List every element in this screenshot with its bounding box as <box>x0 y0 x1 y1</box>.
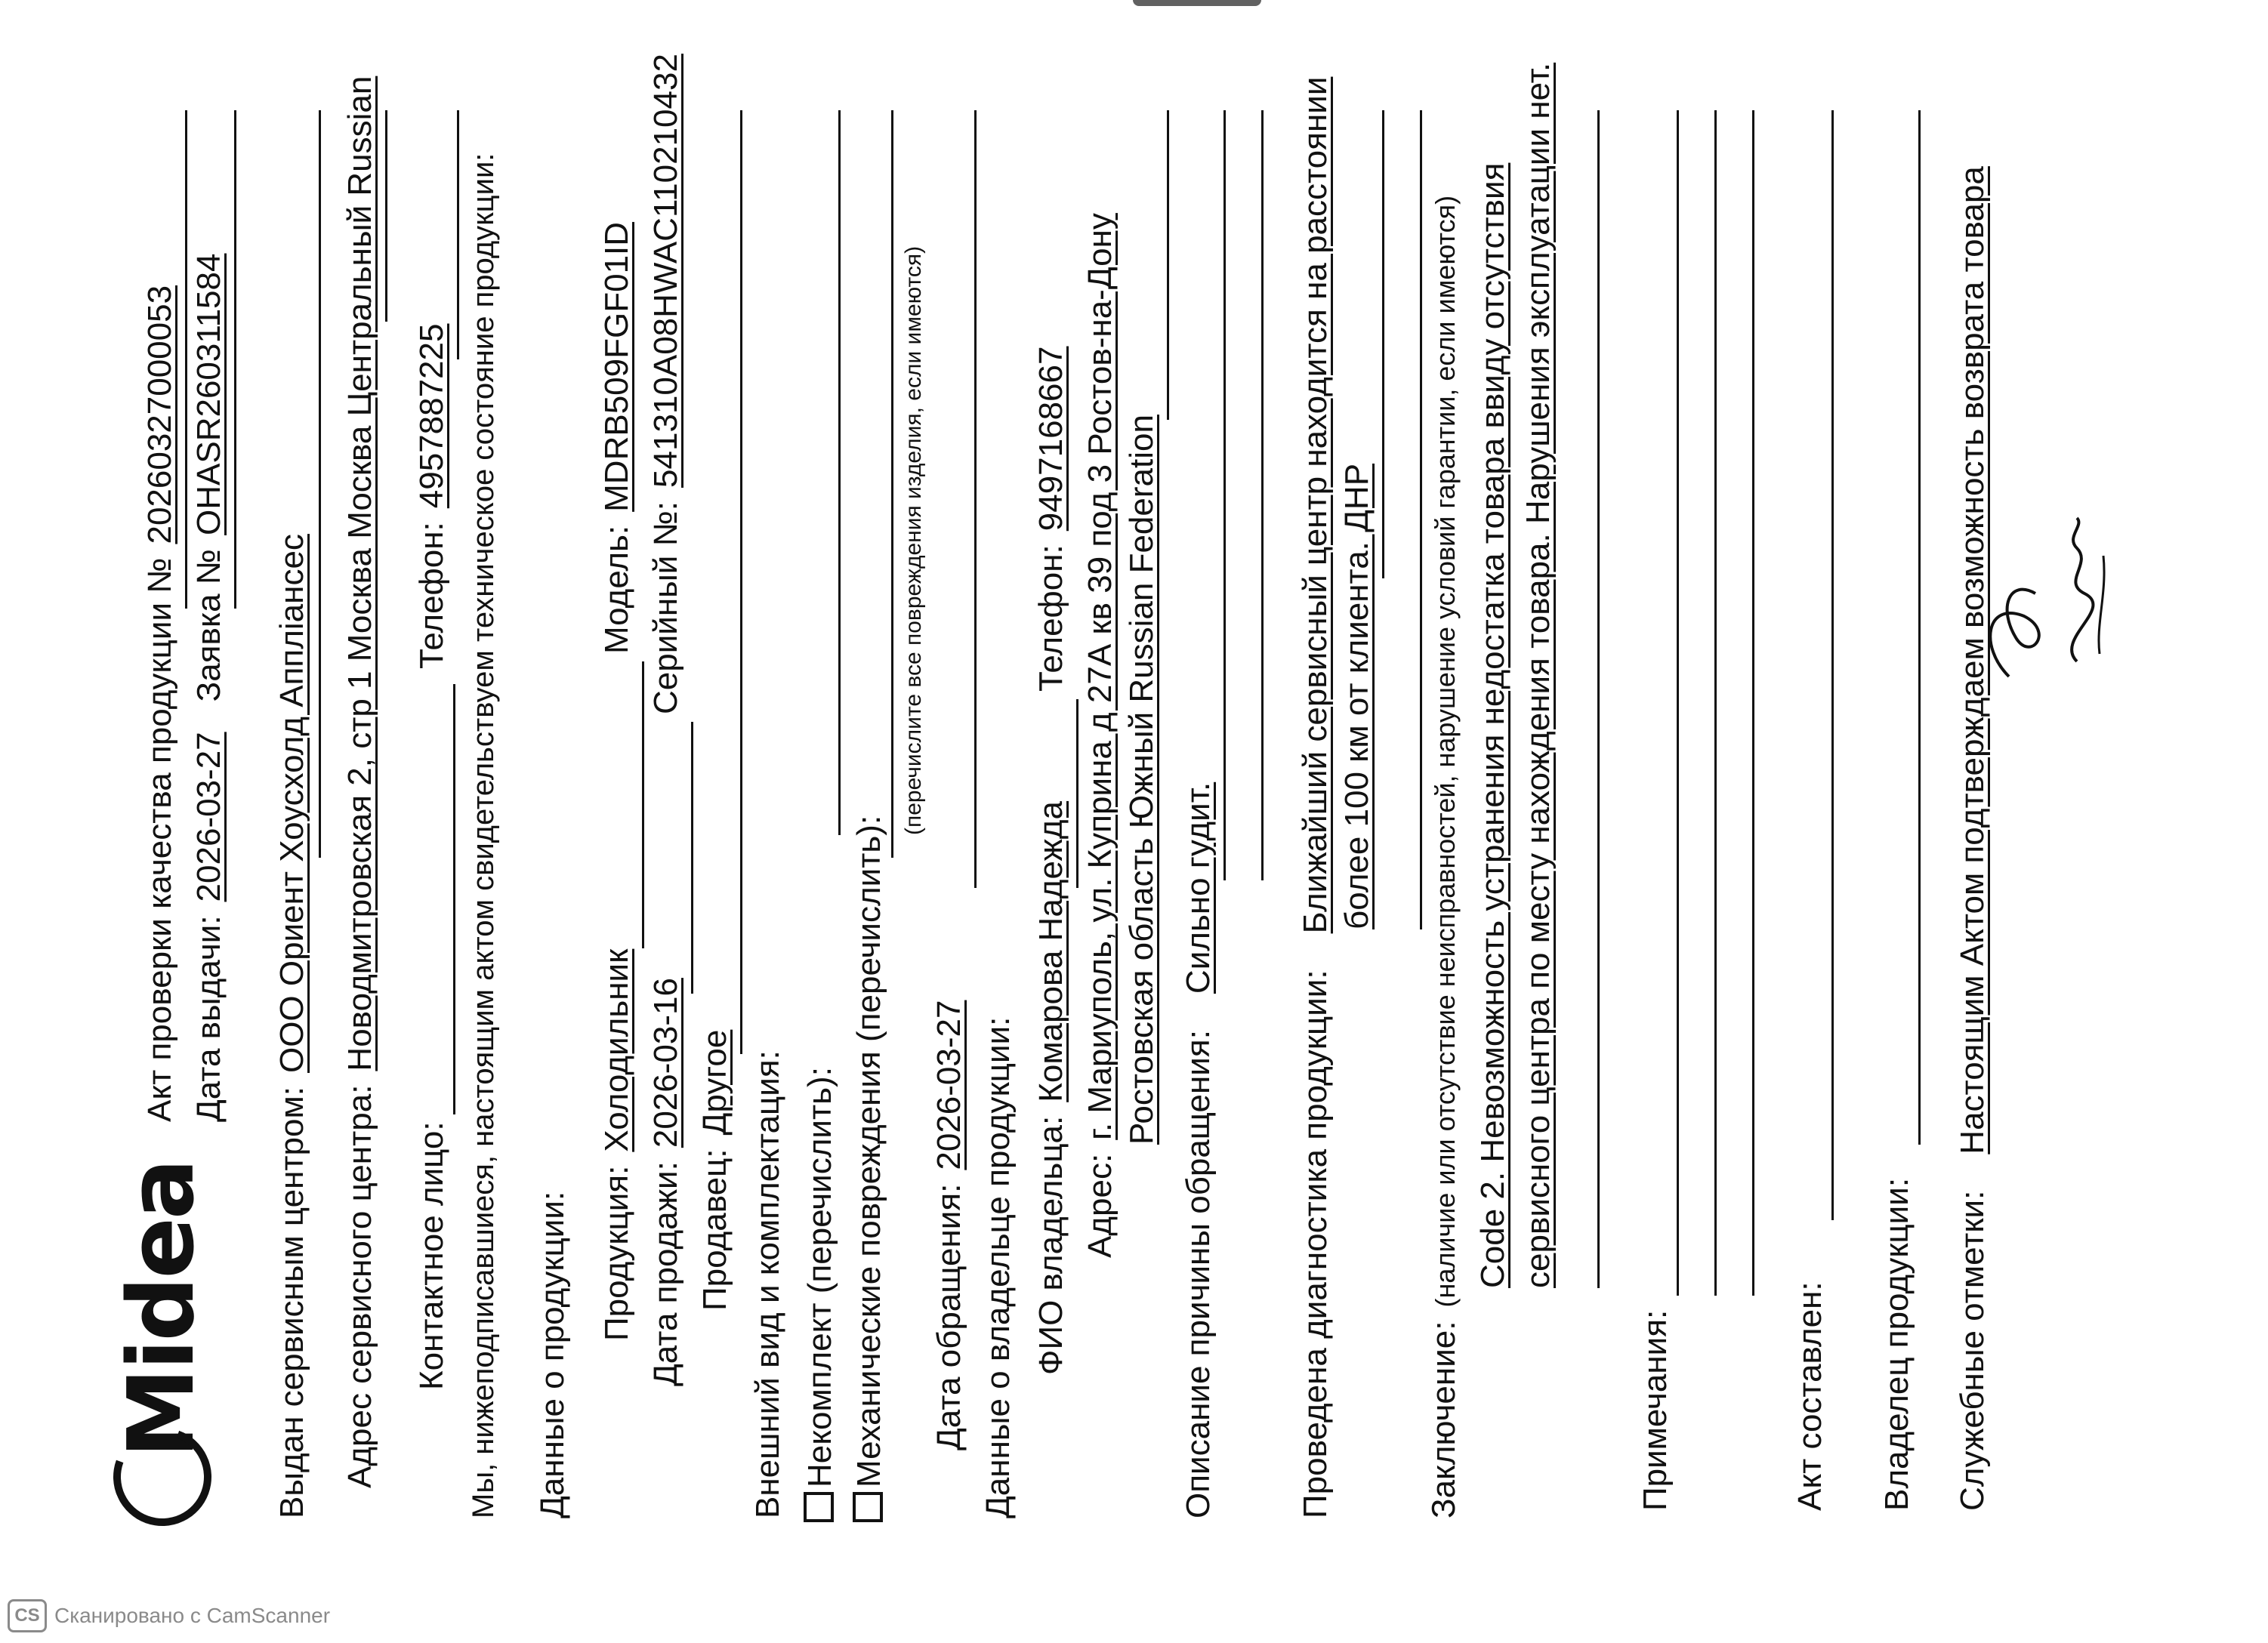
notes-label: Примечания: <box>1637 1309 1674 1511</box>
damage-checkbox[interactable] <box>853 1492 883 1522</box>
owner-name-label: ФИО владельца: <box>1032 1115 1069 1375</box>
sale-date-row <box>647 978 684 1386</box>
request-date-row <box>930 1000 967 1450</box>
damage-hint: (перечислите все повреждения изделия, если имеются) <box>901 245 926 835</box>
product-row <box>600 949 634 1341</box>
owner-phone-row <box>1032 346 1069 692</box>
owner-phone: 9497168667 <box>1032 346 1069 532</box>
complaint-row <box>1182 782 1215 1518</box>
act-title-row <box>143 285 177 1122</box>
complaint-text: Сильно гудит. <box>1180 781 1217 994</box>
seller-line <box>740 110 742 1054</box>
statement-text: Мы, нижеподписавшиеся, настоящим актом свидетельствуем техническое состояние продукции: <box>467 153 500 1518</box>
owner-address-line1: г. Мариуполь, ул. Куприна д 27А кв 39 под 3 Ростов-на-Дону <box>1082 213 1119 1140</box>
damage-row <box>850 815 886 1522</box>
act-title: Акт проверки качества продукции № <box>141 557 178 1122</box>
owner-name: Комарова Надежда <box>1032 800 1069 1102</box>
service-phone-row <box>415 324 449 669</box>
issued-by-line <box>319 110 321 858</box>
model-row <box>600 222 634 654</box>
diagnostics-row <box>1299 77 1332 1518</box>
diagnostics-line1: Ближайший сервисный центр находится на расстоянии <box>1297 76 1334 934</box>
product-section-row <box>536 1191 569 1518</box>
conclusion-label: Заключение: <box>1425 1321 1462 1518</box>
service-address: Новодмитровская 2, стр 1 Москва Москва Центральный Russian <box>341 76 378 1071</box>
seller-row <box>696 1029 733 1311</box>
seller-value: Другое <box>696 1029 733 1136</box>
owner-address-line2: Ростовская область Южный Russian Federation <box>1123 415 1160 1145</box>
midea-logo <box>110 1161 214 1526</box>
seller-label: Продавец: <box>696 1148 733 1311</box>
serial-value: 541310A08HWAC110210432 <box>647 54 684 488</box>
owner-section-row <box>982 1017 1015 1518</box>
owner-address-row2 <box>1125 415 1159 1145</box>
appearance-row <box>751 1050 785 1518</box>
service-phone: 4957887225 <box>413 323 450 509</box>
conclusion-row3 <box>1522 63 1555 1288</box>
notes-row <box>1639 1310 1672 1511</box>
serial-row <box>647 54 684 714</box>
damage-hint-row <box>903 246 925 835</box>
owner-address-row <box>1084 213 1117 1258</box>
damage-label: Механические повреждения (перечислить): <box>850 815 887 1487</box>
notes-line-3 <box>1752 110 1754 1296</box>
serial-label: Серийный №: <box>647 501 684 714</box>
product-line <box>642 661 644 948</box>
handwritten-signature <box>1964 510 2137 707</box>
owner-sign-row <box>1878 1177 1915 1511</box>
conclusion-line2: сервисного центра по месту нахождения товара. Нарушения эксплуатации нет. <box>1520 62 1557 1288</box>
diagnostics-label: Проведена диагностика продукции: <box>1297 969 1334 1518</box>
compiled-by-row <box>1791 1281 1828 1511</box>
diagnostics-extra-line <box>1420 110 1422 929</box>
incomplete-row <box>801 1067 837 1522</box>
issue-date-label: Дата выдачи: <box>190 915 227 1122</box>
damage-line <box>891 110 893 858</box>
conclusion-line1: Code 2. Невозможность устранения недостатка товара ввиду отсутствия <box>1474 162 1511 1288</box>
sale-date-line <box>691 722 693 994</box>
diagnostics-line <box>1382 110 1384 578</box>
service-marks-label: Служебные отметки: <box>1954 1190 1991 1511</box>
issued-by-label: Выдан сервисным центром: <box>273 1087 310 1518</box>
owner-sign-label: Владелец продукции: <box>1878 1177 1915 1511</box>
issue-date-row <box>190 253 227 1122</box>
diagnostics-row2 <box>1338 463 1375 929</box>
contact-label: Контактное лицо: <box>413 1121 450 1390</box>
contact-row <box>415 1108 449 1390</box>
model-value: MDRB509FGF01ID <box>598 221 635 512</box>
compiled-by-line <box>1831 110 1834 1220</box>
act-number-line <box>185 110 187 609</box>
request-date: 2026-03-27 <box>930 1000 967 1170</box>
product-label: Продукция: <box>598 1165 635 1341</box>
act-number: 20260327000053 <box>141 285 178 544</box>
request-number-line <box>234 110 236 609</box>
notes-line-2 <box>1714 110 1717 1296</box>
owner-address-line <box>1167 110 1169 420</box>
owner-name-row <box>1032 800 1069 1375</box>
issued-by-row <box>273 534 310 1518</box>
service-phone-label: Телефон: <box>413 522 450 669</box>
sale-date-label: Дата продажи: <box>647 1161 684 1386</box>
notes-line-1 <box>1677 110 1679 1296</box>
issued-by: ООО Ориент Хоусхолд Аппліансес <box>273 534 310 1074</box>
request-label: Заявка № <box>190 548 227 702</box>
service-phone-line <box>457 110 459 359</box>
request-number: OHASR260311584 <box>190 253 227 535</box>
service-address-row <box>341 76 378 1488</box>
issue-date: 2026-03-27 <box>190 732 227 902</box>
complaint-label: Описание причины обращения: <box>1180 1030 1217 1518</box>
request-date-label: Дата обращения: <box>930 1183 967 1450</box>
camscanner-watermark <box>8 1599 330 1632</box>
sale-date: 2026-03-16 <box>647 978 684 1148</box>
request-date-line <box>974 110 977 888</box>
owner-sign-line <box>1918 110 1921 1145</box>
owner-address-label: Адрес: <box>1082 1153 1119 1258</box>
conclusion-row2 <box>1474 162 1511 1288</box>
product-value: Холодильник <box>598 948 635 1152</box>
service-marks-row <box>1956 166 1989 1511</box>
camscanner-badge: CS <box>8 1599 47 1632</box>
service-address-line <box>385 110 387 322</box>
statement <box>468 153 498 1518</box>
incomplete-line <box>838 110 841 835</box>
conclusion-hint: (наличие или отсутствие неисправностей, нарушение условий гарантии, если имеются) <box>1430 195 1461 1308</box>
incomplete-label: Некомплект (перечислить): <box>801 1067 838 1487</box>
appearance-label: Внешний вид и комплектация: <box>749 1050 786 1518</box>
product-section-label: Данные о продукции: <box>534 1191 571 1518</box>
compiled-by-label: Акт составлен: <box>1791 1281 1828 1511</box>
service-marks-text: Настоящим Актом подтверждаем возможность возврата товара <box>1954 166 1991 1154</box>
owner-section-label: Данные о владельце продукции: <box>980 1016 1017 1518</box>
incomplete-checkbox[interactable] <box>804 1492 834 1522</box>
contact-line <box>453 684 455 1114</box>
diagnostics-line2: более 100 км от клиента. ДНР <box>1338 463 1375 929</box>
midea-logo-text: Midea <box>110 1161 214 1458</box>
conclusion-line <box>1597 110 1600 1288</box>
service-address-label: Адрес сервисного центра: <box>341 1084 378 1488</box>
owner-phone-label: Телефон: <box>1032 544 1069 692</box>
complaint-line-1 <box>1223 110 1226 880</box>
camscanner-text: Сканировано с CamScanner <box>54 1604 331 1627</box>
owner-name-line <box>1076 699 1078 888</box>
conclusion-row <box>1427 196 1461 1518</box>
complaint-line-2 <box>1261 110 1264 880</box>
model-label: Модель: <box>598 525 635 654</box>
